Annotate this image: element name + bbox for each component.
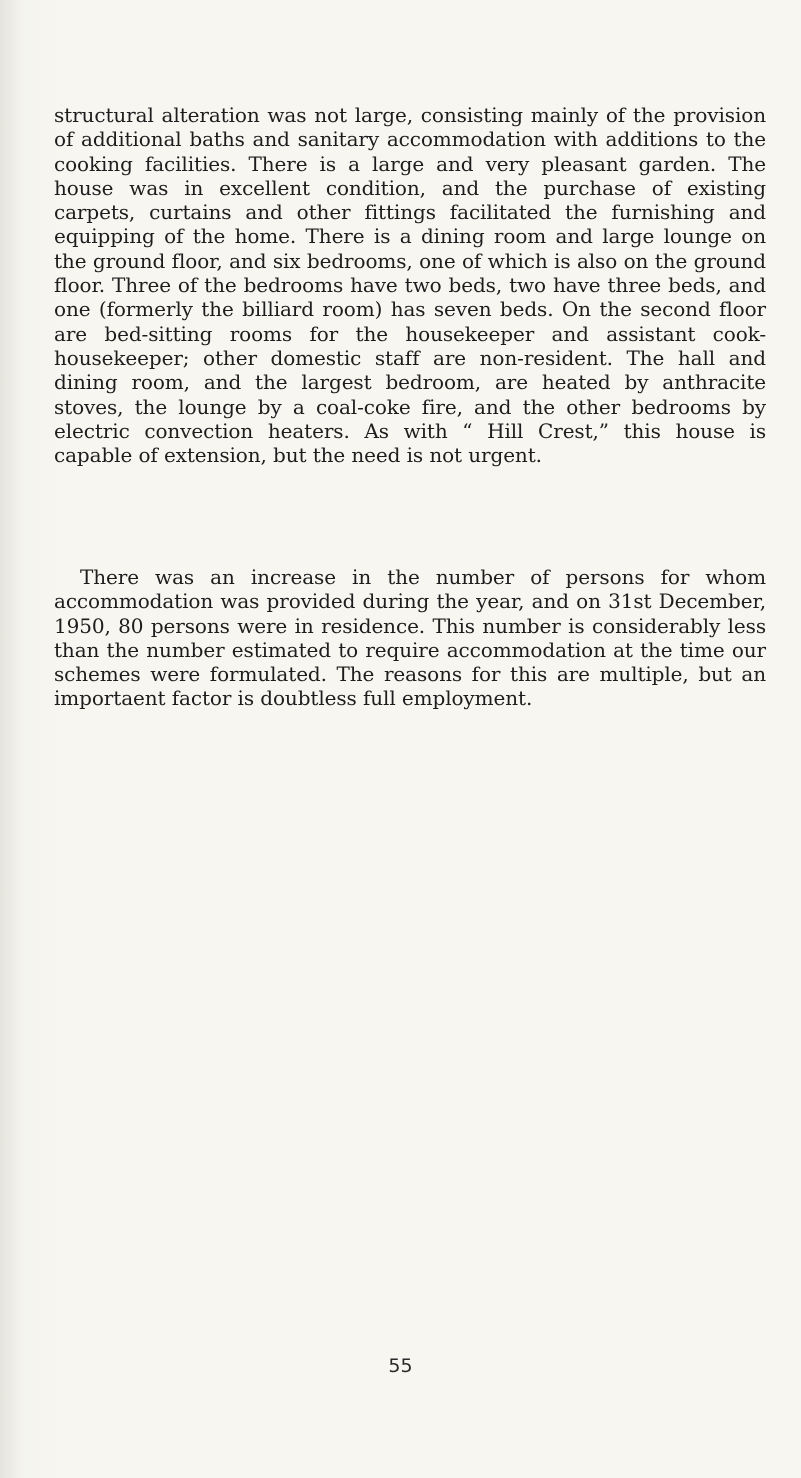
page-number: 55 [388,1355,413,1377]
paragraph-home-description: structural alteration was not large, consisting mainly of the provision of additional baths and sanitary accommodation with additions to the cooking facilities. There is a large and very pleasant garden. The house was in excellent condition, and the purchase of existing carpets, curtains and other fittings facilitated the furnishing and equipping of the home. There is a dining room and large lounge on the ground floor, and six bedrooms, one of which is also on the ground floor. Three of the bedrooms have two beds, two have three beds, and one (formerly the billiard room) has seven beds. On the second floor are bed-sitting rooms for the housekeeper and assistant cook-housekeeper; other domestic staff are non-resident. The hall and dining room, and the largest bedroom, are heated by anthracite stoves, the lounge by a coal-coke fire, and the other bedrooms by electric convection heaters. As with “ Hill Crest,” this house is capable of extension, but the need is not urgent. [54,103,766,468]
paragraph-residents: There was an increase in the number of persons for whom accommodation was provided during the year, and on 31st December, 1950, 80 persons were in residence. This number is considerably less than the number estimated to require accommodation at the time our schemes were formulated. The reasons for this are multiple, but an importaent factor is doubtless full employment. [54,565,766,711]
